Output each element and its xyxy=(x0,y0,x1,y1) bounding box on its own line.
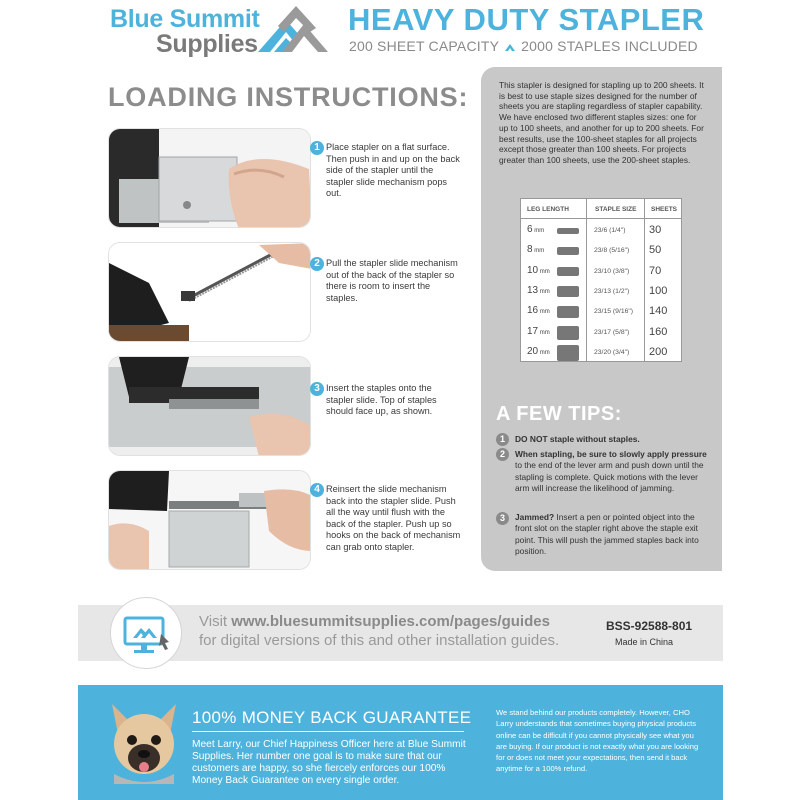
staple-size-table xyxy=(520,198,682,362)
staple-icon xyxy=(557,326,579,340)
product-subtitle xyxy=(349,38,698,54)
leg-length-value: 10 mm xyxy=(527,264,550,276)
staple-size-value: 23/13 (1/2") xyxy=(594,287,630,295)
chevron-up-icon xyxy=(505,43,515,51)
staple-size-value: 23/20 (3/4") xyxy=(594,348,630,356)
table-row xyxy=(521,241,681,261)
mountain-logo-icon xyxy=(256,2,330,54)
website-visit-line: Visit www.bluesummitsupplies.com/pages/guides xyxy=(199,613,550,630)
step-2-image xyxy=(108,242,311,342)
brand-line1: Blue Summit xyxy=(110,5,260,33)
step-4-text: Reinsert the slide mechanism back into the stapler slide. Push all the way until flush with the back of the stapler. Push up so hooks on the back of mechanism can grab onto stapler. xyxy=(326,484,461,552)
staple-icon xyxy=(557,345,579,361)
staple-icon xyxy=(557,267,579,276)
website-line2: for digital versions of this and other installation guides. xyxy=(199,632,560,649)
table-row xyxy=(521,343,681,363)
sheets-value: 100 xyxy=(649,284,668,297)
guarantee-title: 100% MONEY BACK GUARANTEE xyxy=(192,708,472,727)
staple-icon xyxy=(557,247,579,255)
leg-length-value: 16 mm xyxy=(527,305,550,317)
tip-1-number: 1 xyxy=(496,433,509,446)
staples-included-text: 2000 STAPLES INCLUDED xyxy=(521,38,698,54)
staple-size-value: 23/17 (5/8") xyxy=(594,328,630,336)
sheets-value: 50 xyxy=(649,244,662,257)
step-3-number: 3 xyxy=(310,382,324,396)
step-3-image xyxy=(108,356,311,456)
sheets-value: 160 xyxy=(649,325,668,338)
staple-icon xyxy=(557,286,579,297)
tip-3-text: Jammed? Insert a pen or pointed object into the front slot on the stapler right above the staple exit point. This will push the jammed staples back into position. xyxy=(515,512,699,556)
tip-2-text: When stapling, be sure to slowly apply pressure to the end of the lever arm and push down until the stapling is complete. Quick motions with the lever arm will increase the likelihood of jamming. xyxy=(515,449,707,493)
table-row xyxy=(521,221,681,241)
guarantee-text: Meet Larry, our Chief Happiness Officer here at Blue Summit Supplies. Her number one goal is to make sure that our customers are happy, so she fiercely enforces our 100% Money Back Guarantee on every single order. xyxy=(192,739,466,786)
staple-size-value: 23/6 (1/4") xyxy=(594,227,626,234)
sheets-value: 140 xyxy=(649,305,668,318)
header-sheets: SHEETS xyxy=(651,206,678,213)
staple-icon xyxy=(557,306,579,318)
step-3-text: Insert the staples onto the stapler slide. Top of staples should face up, as shown. xyxy=(326,383,437,416)
sheets-value: 200 xyxy=(649,345,668,358)
monitor-icon xyxy=(110,597,182,669)
tip-2-number: 2 xyxy=(496,448,509,461)
table-row xyxy=(521,262,681,282)
sheets-value: 30 xyxy=(649,224,662,236)
website-url[interactable]: www.bluesummitsupplies.com/pages/guides xyxy=(231,613,550,630)
leg-length-value: 6 mm xyxy=(527,224,545,235)
capacity-text: 200 SHEET CAPACITY xyxy=(349,38,500,54)
step-1-image xyxy=(108,128,311,228)
stapler-intro-text: This stapler is designed for stapling up to 200 sheets. It is best to use staple sizes designed for the number of sheets you are stapling regardless of stapler capability. We have enclosed two different staples sizes: one for up to 100 sheets, and another for up to 200 sheets. For best results, use the 100-sheet staples for all projects except those greater than 100 sheets. For projects greater than 100 sheets, use the 200-sheet staples. xyxy=(499,80,704,165)
staple-size-value: 23/8 (5/16") xyxy=(594,247,630,255)
leg-length-value: 17 mm xyxy=(527,325,550,337)
guarantee-divider xyxy=(192,731,464,732)
leg-length-value: 8 mm xyxy=(527,244,545,256)
made-in-text: Made in China xyxy=(615,637,674,647)
step-4-image xyxy=(108,470,311,570)
staple-icon xyxy=(557,228,579,234)
step-2-number: 2 xyxy=(310,257,324,271)
guarantee-policy-text: We stand behind our products completely. However, CHO Larry understands that sometimes buying physical products online can be difficult if you cannot physically see what you are buying. If our product is not exactly what you are looking for or does not meet your expectations, then send it back anytime for a 100% refund. xyxy=(496,708,699,774)
tips-heading: A FEW TIPS: xyxy=(496,403,622,425)
brand-line2: Supplies xyxy=(156,30,258,58)
table-row xyxy=(521,302,681,322)
product-title: HEAVY DUTY STAPLER xyxy=(348,2,705,37)
staple-size-value: 23/10 (3/8") xyxy=(594,267,630,275)
step-1-text: Place stapler on a flat surface. Then push in and up on the back side of the stapler until the stapler slide mechanism pops out. xyxy=(326,142,460,198)
tip-1-text: DO NOT staple without staples. xyxy=(515,434,640,444)
step-2-text: Pull the stapler slide mechanism out of the back of the stapler so there is room to insert the staples. xyxy=(326,258,458,303)
dog-mascot-image xyxy=(104,700,184,784)
sku-number: BSS-92588-801 xyxy=(606,619,693,633)
step-4-number: 4 xyxy=(310,483,324,497)
table-row xyxy=(521,323,681,343)
header-leg-length: LEG LENGTH xyxy=(527,206,569,213)
loading-instructions-heading: LOADING INSTRUCTIONS: xyxy=(108,82,469,112)
brand-wordmark xyxy=(110,6,260,56)
table-row xyxy=(521,282,681,302)
tip-3-number: 3 xyxy=(496,512,509,525)
table-header xyxy=(521,199,681,219)
sheets-value: 70 xyxy=(649,264,662,277)
header-staple-size: STAPLE SIZE xyxy=(595,206,637,213)
leg-length-value: 20 mm xyxy=(527,345,550,357)
staple-size-value: 23/15 (9/16") xyxy=(594,308,634,316)
step-1-number: 1 xyxy=(310,141,324,155)
leg-length-value: 13 mm xyxy=(527,284,550,296)
